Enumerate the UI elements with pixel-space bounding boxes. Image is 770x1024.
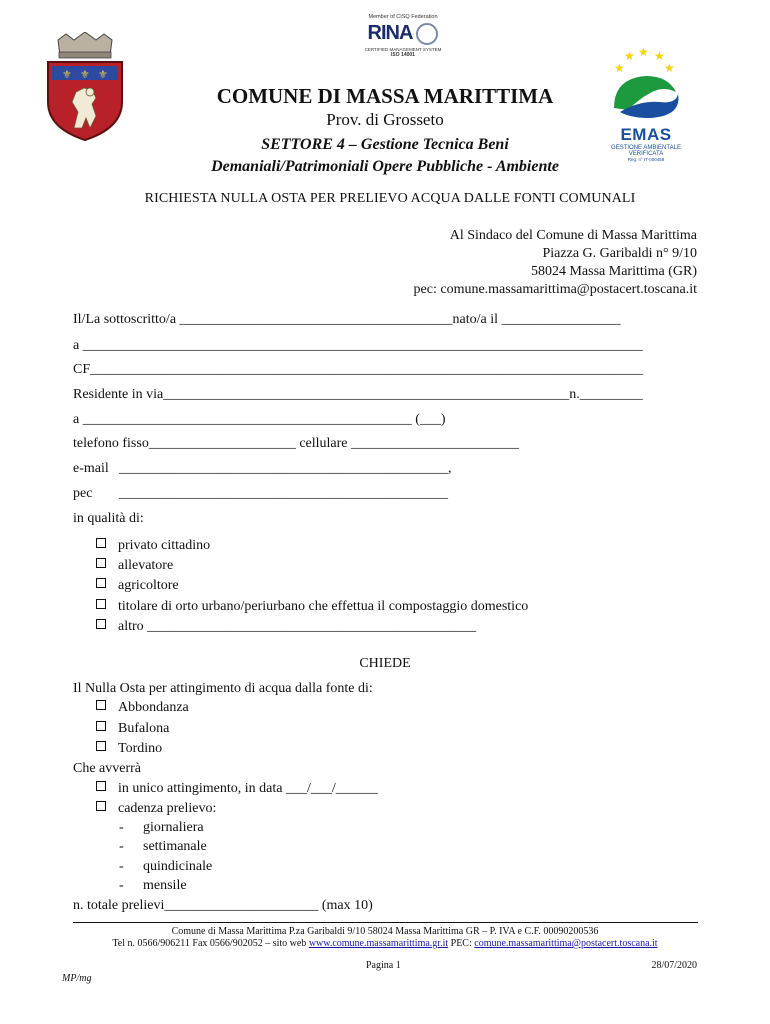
nulla-osta-text: Il Nulla Osta per attingimento di acqua dalla fonte di: xyxy=(73,681,373,696)
checkbox-icon[interactable] xyxy=(96,700,106,710)
footer-website-link[interactable]: www.comune.massamarittima.gr.it xyxy=(308,938,449,949)
footer-phone-fax: Tel n. 0566/906211 Fax 0566/902052 – sito web xyxy=(112,938,307,949)
field-email[interactable] xyxy=(73,461,452,477)
checkbox-icon[interactable] xyxy=(96,721,106,731)
footer-divider xyxy=(73,922,698,923)
rina-cert-text: CERTIFIED MANAGEMENT SYSTEM xyxy=(364,47,442,52)
cadenza-label: giornaliera xyxy=(143,820,204,835)
svg-text:★: ★ xyxy=(624,49,635,63)
chiede-heading: CHIEDE xyxy=(359,656,411,671)
svg-text:★: ★ xyxy=(614,61,625,75)
rina-top-text: Member of CISQ Federation xyxy=(368,14,438,20)
option-label: allevatore xyxy=(118,558,174,573)
footer-pec-label: PEC: xyxy=(450,938,472,949)
author-initials: MP/mg xyxy=(62,973,92,984)
fonte-label: Bufalona xyxy=(118,721,170,736)
document-date: 28/07/2020 xyxy=(651,960,697,971)
field-residence-city[interactable]: a _______________________________________________ (___) xyxy=(73,412,446,427)
pec-label: pec xyxy=(73,486,93,501)
cadenza-settimanale[interactable]: - settimanale xyxy=(119,839,207,854)
cadenza-label: mensile xyxy=(143,878,187,893)
page-title: COMUNE DI MASSA MARITTIMA xyxy=(216,84,554,108)
checkbox-icon[interactable] xyxy=(96,801,106,811)
svg-text:⚜: ⚜ xyxy=(98,69,108,81)
svg-text:★: ★ xyxy=(638,48,649,59)
checkbox-icon[interactable] xyxy=(96,578,106,588)
field-sottoscritto-nato[interactable]: Il/La sottoscritto/a _______________________________________nato/a il _________________ xyxy=(73,312,621,327)
comune-crest-logo xyxy=(44,32,126,142)
modalita-label: in unico attingimento, in data ___/___/______ xyxy=(118,781,378,796)
cadenza-label: settimanale xyxy=(143,839,207,854)
fonte-label: Abbondanza xyxy=(118,700,189,715)
footer-address: Comune di Massa Marittima P.za Garibaldi 9/10 58024 Massa Marittima GR – P. IVA e C.F. 00090200536 xyxy=(171,926,599,937)
option-privato-cittadino[interactable] xyxy=(96,538,210,554)
checkbox-icon[interactable] xyxy=(96,619,106,629)
rina-brand: RINA xyxy=(367,22,413,44)
email-label: e-mail xyxy=(73,461,109,476)
page-number: Pagina 1 xyxy=(366,960,401,971)
rina-certification-logo xyxy=(355,14,451,70)
cadenza-label: quindicinale xyxy=(143,859,213,874)
iqnet-icon xyxy=(416,23,438,45)
fonte-bufalona[interactable] xyxy=(96,721,169,737)
field-codice-fiscale[interactable]: CF_______________________________________________________________________________ xyxy=(73,362,644,377)
svg-text:⚜: ⚜ xyxy=(80,69,90,81)
svg-text:★: ★ xyxy=(664,61,675,75)
request-title: RICHIESTA NULLA OSTA PER PRELIEVO ACQUA DALLE FONTI COMUNALI xyxy=(144,191,636,206)
footer-contacts xyxy=(0,938,770,949)
checkbox-icon[interactable] xyxy=(96,781,106,791)
che-avverra-label: Che avverrà xyxy=(73,761,142,776)
fonte-tordino[interactable] xyxy=(96,741,162,757)
emas-subtext-3: Reg. n° IT-000458 xyxy=(627,157,665,162)
recipient-line-2: Piazza G. Garibaldi n° 9/10 xyxy=(542,246,697,261)
recipient-line-1: Al Sindaco del Comune di Massa Marittima xyxy=(449,228,697,243)
field-phone-mobile[interactable]: telefono fisso_____________________ cellulare ________________________ xyxy=(73,436,520,451)
province-subtitle: Prov. di Grosseto xyxy=(326,110,444,129)
field-totale-prelievi[interactable]: n. totale prelievi______________________ (max 10) xyxy=(73,898,373,913)
emas-subtext-1: GESTIONE AMBIENTALE xyxy=(611,145,681,151)
footer-pec-link[interactable]: comune.massamarittima@postacert.toscana.it xyxy=(474,938,658,949)
checkbox-icon[interactable] xyxy=(96,741,106,751)
svg-text:⚜: ⚜ xyxy=(62,69,72,81)
option-label: titolare di orto urbano/periurbano che effettua il compostaggio domestico xyxy=(118,599,529,614)
modalita-unico[interactable] xyxy=(96,781,378,797)
cadenza-quindicinale[interactable]: - quindicinale xyxy=(119,859,213,874)
fonte-abbondanza[interactable] xyxy=(96,700,189,716)
recipient-line-3: 58024 Massa Marittima (GR) xyxy=(530,264,697,279)
svg-text:★: ★ xyxy=(654,49,665,63)
field-birthplace[interactable]: a ________________________________________________________________________________ xyxy=(73,338,643,353)
modalita-label: cadenza prelievo: xyxy=(118,801,217,816)
checkbox-icon[interactable] xyxy=(96,538,106,548)
qualita-label: in qualità di: xyxy=(73,511,144,526)
pec-input-line[interactable]: _______________________________________________ xyxy=(119,486,448,501)
modalita-cadenza[interactable] xyxy=(96,801,216,817)
option-label: agricoltore xyxy=(118,578,179,593)
email-input-line[interactable]: _______________________________________________, xyxy=(119,461,452,476)
field-residence-address[interactable]: Residente in via__________________________________________________________n._________ xyxy=(73,387,643,402)
cadenza-mensile[interactable]: - mensile xyxy=(119,878,187,893)
option-label: privato cittadino xyxy=(118,538,211,553)
emas-subtext-2: VERIFICATA xyxy=(628,151,664,157)
option-agricoltore[interactable] xyxy=(96,578,179,594)
option-orto-urbano[interactable] xyxy=(96,599,528,615)
option-label: altro _______________________________________________ xyxy=(118,619,477,634)
sector-title-line-2: Demaniali/Patrimoniali Opere Pubbliche - Ambiente xyxy=(211,158,559,175)
cadenza-giornaliera[interactable]: - giornaliera xyxy=(119,820,204,835)
recipient-pec: pec: comune.massamarittima@postacert.toscana.it xyxy=(413,282,697,297)
checkbox-icon[interactable] xyxy=(96,599,106,609)
sector-title-line-1: SETTORE 4 – Gestione Tecnica Beni xyxy=(261,136,509,153)
option-allevatore[interactable] xyxy=(96,558,173,574)
checkbox-icon[interactable] xyxy=(96,558,106,568)
rina-iso-text: ISO 14001 xyxy=(391,52,415,58)
field-pec[interactable] xyxy=(73,486,448,502)
emas-label: EMAS xyxy=(620,125,672,144)
option-altro[interactable] xyxy=(96,619,476,635)
fonte-label: Tordino xyxy=(118,741,163,756)
